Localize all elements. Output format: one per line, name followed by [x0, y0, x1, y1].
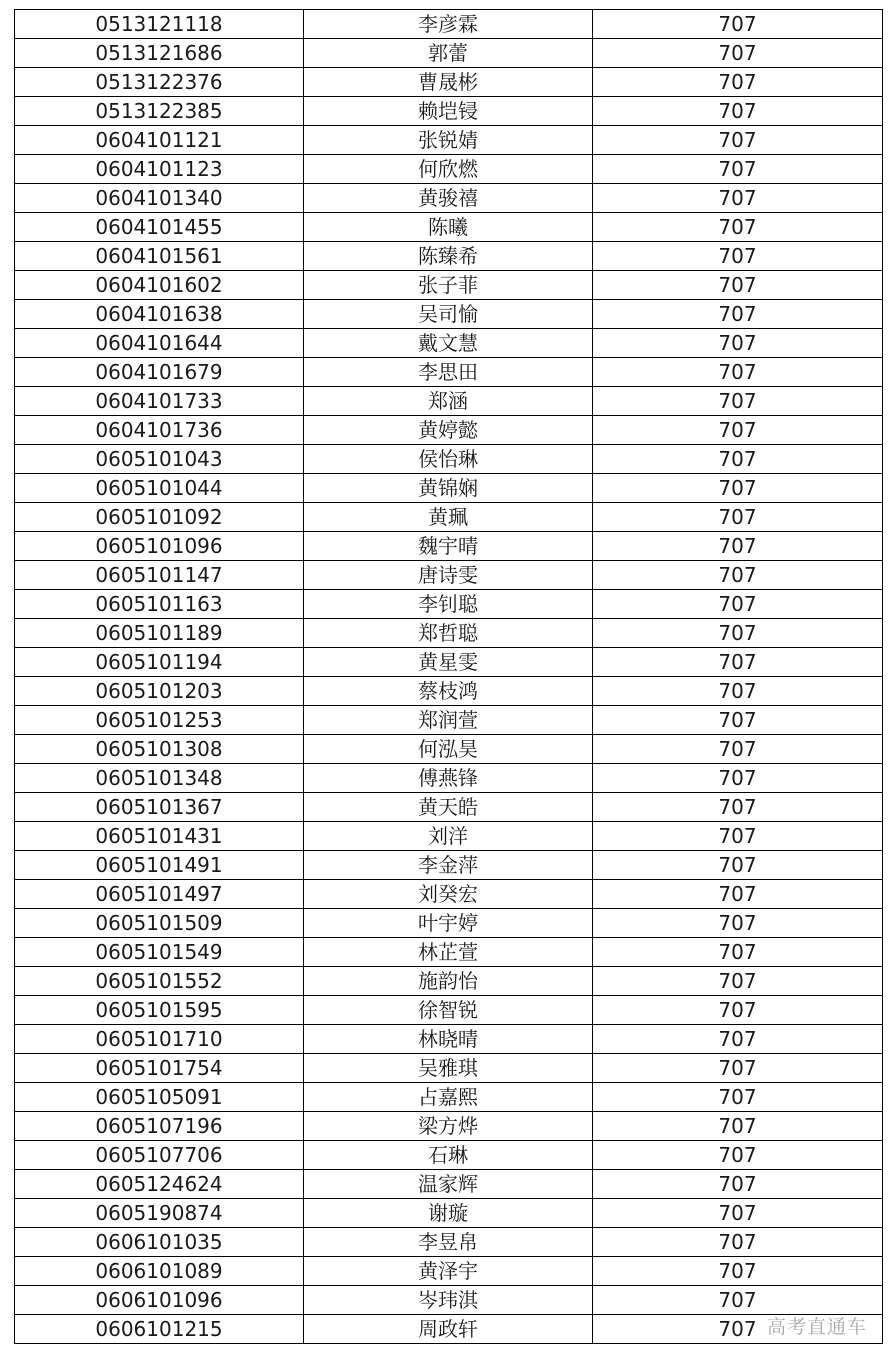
exam-id-cell: 0606101089 — [15, 1257, 304, 1286]
exam-id-cell: 0513122385 — [15, 97, 304, 126]
table-row — [15, 764, 883, 793]
student-name-cell: 吴雅琪 — [304, 1054, 593, 1083]
exam-id-cell: 0605101203 — [15, 677, 304, 706]
table-row — [15, 909, 883, 938]
student-name-cell: 谢璇 — [304, 1199, 593, 1228]
exam-id-cell: 0605101194 — [15, 648, 304, 677]
student-name-cell: 陈臻希 — [304, 242, 593, 271]
student-name-cell: 叶宇婷 — [304, 909, 593, 938]
score-cell: 707 — [593, 445, 883, 474]
score-cell: 707 — [593, 1083, 883, 1112]
student-name-cell: 郑涵 — [304, 387, 593, 416]
score-cell: 707 — [593, 358, 883, 387]
exam-id-cell: 0605101253 — [15, 706, 304, 735]
score-table — [14, 9, 883, 1344]
watermark: 高考直通车 — [766, 1316, 867, 1338]
student-name-cell: 林晓晴 — [304, 1025, 593, 1054]
score-cell: 707 — [593, 242, 883, 271]
exam-id-cell: 0604101679 — [15, 358, 304, 387]
score-cell: 707 — [593, 822, 883, 851]
exam-id-cell: 0605101595 — [15, 996, 304, 1025]
exam-id-cell: 0605101044 — [15, 474, 304, 503]
exam-id-cell: 0605101431 — [15, 822, 304, 851]
student-name-cell: 陈曦 — [304, 213, 593, 242]
table-row — [15, 503, 883, 532]
score-cell: 707 — [593, 938, 883, 967]
student-name-cell: 黄婷懿 — [304, 416, 593, 445]
exam-id-cell: 0513122376 — [15, 68, 304, 97]
exam-id-cell: 0604101644 — [15, 329, 304, 358]
score-cell: 707 — [593, 996, 883, 1025]
table-row — [15, 967, 883, 996]
table-row — [15, 445, 883, 474]
score-cell: 707 — [593, 39, 883, 68]
score-cell: 707 — [593, 880, 883, 909]
table-row — [15, 242, 883, 271]
score-cell: 707 — [593, 909, 883, 938]
table-row — [15, 213, 883, 242]
exam-id-cell: 0605101491 — [15, 851, 304, 880]
student-name-cell: 赖垲锓 — [304, 97, 593, 126]
score-cell: 707 — [593, 619, 883, 648]
table-row — [15, 416, 883, 445]
score-cell: 707 — [593, 474, 883, 503]
score-cell: 707 — [593, 793, 883, 822]
table-row — [15, 1112, 883, 1141]
table-row — [15, 996, 883, 1025]
score-cell: 707 — [593, 184, 883, 213]
table-row — [15, 155, 883, 184]
score-cell: 707 — [593, 561, 883, 590]
score-cell: 707 — [593, 10, 883, 39]
student-name-cell: 刘癸宏 — [304, 880, 593, 909]
student-name-cell: 郭蕾 — [304, 39, 593, 68]
score-cell: 707 — [593, 706, 883, 735]
table-row — [15, 619, 883, 648]
score-cell: 707 — [593, 967, 883, 996]
exam-id-cell: 0605107196 — [15, 1112, 304, 1141]
table-row — [15, 1286, 883, 1315]
student-name-cell: 李金萍 — [304, 851, 593, 880]
table-row — [15, 677, 883, 706]
student-name-cell: 梁方烨 — [304, 1112, 593, 1141]
score-cell: 707 — [593, 271, 883, 300]
score-cell: 707 — [593, 68, 883, 97]
exam-id-cell: 0605101043 — [15, 445, 304, 474]
score-cell: 707 — [593, 851, 883, 880]
exam-id-cell: 0604101121 — [15, 126, 304, 155]
exam-id-cell: 0605101367 — [15, 793, 304, 822]
table-row — [15, 648, 883, 677]
student-name-cell: 郑润萱 — [304, 706, 593, 735]
student-name-cell: 黄泽宇 — [304, 1257, 593, 1286]
exam-id-cell: 0605101092 — [15, 503, 304, 532]
exam-id-cell: 0604101638 — [15, 300, 304, 329]
table-row — [15, 532, 883, 561]
student-name-cell: 黄星雯 — [304, 648, 593, 677]
student-name-cell: 李思田 — [304, 358, 593, 387]
table-row — [15, 735, 883, 764]
table-row — [15, 706, 883, 735]
table-row — [15, 938, 883, 967]
score-cell: 707 — [593, 1199, 883, 1228]
exam-id-cell: 0605101147 — [15, 561, 304, 590]
student-name-cell: 李钊聪 — [304, 590, 593, 619]
exam-id-cell: 0604101733 — [15, 387, 304, 416]
table-row — [15, 1083, 883, 1112]
exam-id-cell: 0513121118 — [15, 10, 304, 39]
student-name-cell: 戴文慧 — [304, 329, 593, 358]
exam-id-cell: 0605101308 — [15, 735, 304, 764]
score-cell: 707 — [593, 1286, 883, 1315]
score-cell: 707 — [593, 735, 883, 764]
table-row — [15, 1170, 883, 1199]
score-cell: 707 — [593, 590, 883, 619]
student-name-cell: 林芷萱 — [304, 938, 593, 967]
table-row — [15, 880, 883, 909]
table-row — [15, 1141, 883, 1170]
exam-id-cell: 0605101710 — [15, 1025, 304, 1054]
score-cell: 707 — [593, 1257, 883, 1286]
exam-id-cell: 0605101163 — [15, 590, 304, 619]
student-name-cell: 温家辉 — [304, 1170, 593, 1199]
score-cell: 707 — [593, 1112, 883, 1141]
table-row — [15, 329, 883, 358]
exam-id-cell: 0605107706 — [15, 1141, 304, 1170]
score-cell: 707 — [593, 1228, 883, 1257]
table-row — [15, 851, 883, 880]
exam-id-cell: 0605101552 — [15, 967, 304, 996]
table-row — [15, 1257, 883, 1286]
table-row — [15, 793, 883, 822]
score-cell: 707 — [593, 1025, 883, 1054]
student-name-cell: 黄天皓 — [304, 793, 593, 822]
student-name-cell: 岑玮淇 — [304, 1286, 593, 1315]
table-row — [15, 271, 883, 300]
exam-id-cell: 0605101754 — [15, 1054, 304, 1083]
score-cell: 707 — [593, 503, 883, 532]
student-name-cell: 吴司愉 — [304, 300, 593, 329]
table-row — [15, 1199, 883, 1228]
exam-id-cell: 0605124624 — [15, 1170, 304, 1199]
score-cell: 707 — [593, 1170, 883, 1199]
exam-id-cell: 0605101189 — [15, 619, 304, 648]
student-name-cell: 蔡枝鸿 — [304, 677, 593, 706]
exam-id-cell: 0605101348 — [15, 764, 304, 793]
student-name-cell: 黄珮 — [304, 503, 593, 532]
table-row — [15, 1228, 883, 1257]
table-row — [15, 97, 883, 126]
table-row — [15, 1054, 883, 1083]
table-row — [15, 1315, 883, 1344]
score-cell: 707 — [593, 97, 883, 126]
score-cell: 707 — [593, 416, 883, 445]
table-row — [15, 39, 883, 68]
score-cell: 707 — [593, 387, 883, 416]
table-row — [15, 184, 883, 213]
student-name-cell: 何欣燃 — [304, 155, 593, 184]
score-cell: 707 — [593, 155, 883, 184]
exam-id-cell: 0606101215 — [15, 1315, 304, 1344]
table-row — [15, 822, 883, 851]
score-cell: 707 — [593, 1141, 883, 1170]
student-name-cell: 李彦霖 — [304, 10, 593, 39]
student-name-cell: 黄骏禧 — [304, 184, 593, 213]
table-row — [15, 126, 883, 155]
score-cell: 707 — [593, 329, 883, 358]
exam-id-cell: 0604101455 — [15, 213, 304, 242]
table-row — [15, 561, 883, 590]
exam-id-cell: 0513121686 — [15, 39, 304, 68]
student-name-cell: 傅燕锋 — [304, 764, 593, 793]
exam-id-cell: 0604101602 — [15, 271, 304, 300]
score-cell: 707 — [593, 764, 883, 793]
student-name-cell: 占嘉熙 — [304, 1083, 593, 1112]
student-name-cell: 石琳 — [304, 1141, 593, 1170]
score-cell: 707 — [593, 213, 883, 242]
student-name-cell: 郑哲聪 — [304, 619, 593, 648]
student-name-cell: 曹晟彬 — [304, 68, 593, 97]
table-row — [15, 300, 883, 329]
exam-id-cell: 0605101497 — [15, 880, 304, 909]
score-cell: 707 — [593, 648, 883, 677]
student-name-cell: 侯怡琳 — [304, 445, 593, 474]
student-name-cell: 黄锦娴 — [304, 474, 593, 503]
table-row — [15, 358, 883, 387]
student-name-cell: 唐诗雯 — [304, 561, 593, 590]
exam-id-cell: 0605101509 — [15, 909, 304, 938]
student-name-cell: 李昱帛 — [304, 1228, 593, 1257]
exam-id-cell: 0605101549 — [15, 938, 304, 967]
table-row — [15, 1025, 883, 1054]
table-row — [15, 590, 883, 619]
score-cell: 707 — [593, 1054, 883, 1083]
student-name-cell: 魏宇晴 — [304, 532, 593, 561]
exam-id-cell: 0604101340 — [15, 184, 304, 213]
exam-id-cell: 0605101096 — [15, 532, 304, 561]
table-row — [15, 387, 883, 416]
student-name-cell: 徐智锐 — [304, 996, 593, 1025]
score-cell: 707 — [593, 677, 883, 706]
exam-id-cell: 0604101736 — [15, 416, 304, 445]
student-name-cell: 张子菲 — [304, 271, 593, 300]
table-body — [15, 10, 883, 1344]
table-row — [15, 10, 883, 39]
exam-id-cell: 0605190874 — [15, 1199, 304, 1228]
score-cell: 707 — [593, 532, 883, 561]
score-cell: 707 — [593, 1315, 883, 1344]
student-name-cell: 张锐婧 — [304, 126, 593, 155]
table-row — [15, 474, 883, 503]
student-name-cell: 何泓昊 — [304, 735, 593, 764]
exam-id-cell: 0604101561 — [15, 242, 304, 271]
student-name-cell: 周政轩 — [304, 1315, 593, 1344]
table-row — [15, 68, 883, 97]
exam-id-cell: 0606101035 — [15, 1228, 304, 1257]
exam-id-cell: 0606101096 — [15, 1286, 304, 1315]
exam-id-cell: 0605105091 — [15, 1083, 304, 1112]
score-cell: 707 — [593, 300, 883, 329]
student-name-cell: 施韵怡 — [304, 967, 593, 996]
student-name-cell: 刘洋 — [304, 822, 593, 851]
exam-id-cell: 0604101123 — [15, 155, 304, 184]
score-cell: 707 — [593, 126, 883, 155]
